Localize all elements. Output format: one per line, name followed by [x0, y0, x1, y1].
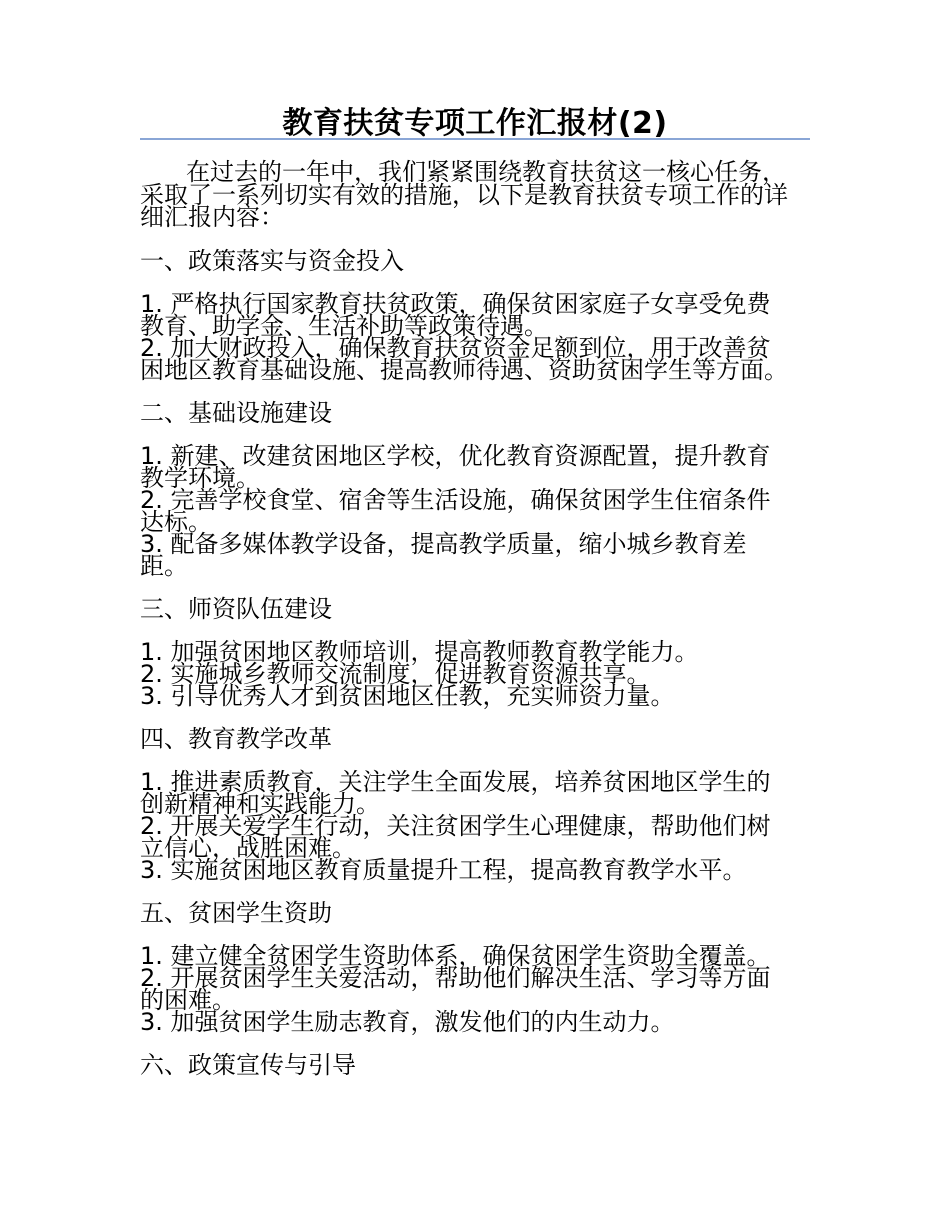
- intro-line-2: 采取了一系列切实有效的措施，以下是教育扶贫专项工作的详: [140, 181, 788, 209]
- intro-line-3: 细汇报内容：: [140, 203, 284, 231]
- s3-line-3: 3. 引导优秀人才到贫困地区任教，充实师资力量。: [140, 682, 675, 710]
- section-heading-6: 六、政策宣传与引导: [140, 1051, 356, 1079]
- s5-line-4: 3. 加强贫困学生励志教育，激发他们的内生动力。: [140, 1008, 675, 1036]
- s5-line-2: 2. 开展贫困学生关爱活动，帮助他们解决生活、学习等方面: [140, 964, 771, 992]
- section-heading-5: 五、贫困学生资助: [140, 899, 332, 927]
- s5-line-1: 1. 建立健全贫困学生资助体系，确保贫困学生资助全覆盖。: [140, 942, 771, 970]
- s4-line-3: 2. 开展关爱学生行动，关注贫困学生心理健康，帮助他们树: [140, 812, 771, 840]
- s1-line-3: 2. 加大财政投入，确保教育扶贫资金足额到位，用于改善贫: [140, 334, 771, 362]
- document-title: 教育扶贫专项工作汇报材(2): [282, 106, 668, 141]
- s1-line-2: 教育、助学金、生活补助等政策待遇。: [140, 312, 548, 340]
- s4-line-4: 立信心，战胜困难。: [140, 834, 356, 862]
- section-heading-4: 四、教育教学改革: [140, 725, 332, 753]
- s2-line-5: 3. 配备多媒体教学设备，提高教学质量，缩小城乡教育差: [140, 530, 747, 558]
- section-heading-3: 三、师资队伍建设: [140, 595, 332, 623]
- s2-line-6: 距。: [140, 552, 188, 580]
- s2-line-2: 教学环境。: [140, 464, 260, 492]
- s4-line-1: 1. 推进素质教育，关注学生全面发展，培养贫困地区学生的: [140, 768, 771, 796]
- title-underline: [140, 138, 810, 140]
- section-heading-2: 二、基础设施建设: [140, 399, 332, 427]
- s5-line-3: 的困难。: [140, 986, 236, 1014]
- s3-line-2: 2. 实施城乡教师交流制度，促进教育资源共享。: [140, 660, 651, 688]
- section-heading-1: 一、政策落实与资金投入: [140, 247, 404, 275]
- s4-line-2: 创新精神和实践能力。: [140, 790, 380, 818]
- s3-line-1: 1. 加强贫困地区教师培训，提高教师教育教学能力。: [140, 638, 699, 666]
- s1-line-4: 困地区教育基础设施、提高教师待遇、资助贫困学生等方面。: [140, 356, 788, 384]
- s2-line-3: 2. 完善学校食堂、宿舍等生活设施，确保贫困学生住宿条件: [140, 486, 771, 514]
- intro-line-1: 在过去的一年中，我们紧紧围绕教育扶贫这一核心任务，: [186, 158, 786, 186]
- s4-line-5: 3. 实施贫困地区教育质量提升工程，提高教育教学水平。: [140, 856, 747, 884]
- s2-line-4: 达标。: [140, 508, 212, 536]
- s2-line-1: 1. 新建、改建贫困地区学校，优化教育资源配置，提升教育: [140, 442, 771, 470]
- s1-line-1: 1. 严格执行国家教育扶贫政策，确保贫困家庭子女享受免费: [140, 290, 771, 318]
